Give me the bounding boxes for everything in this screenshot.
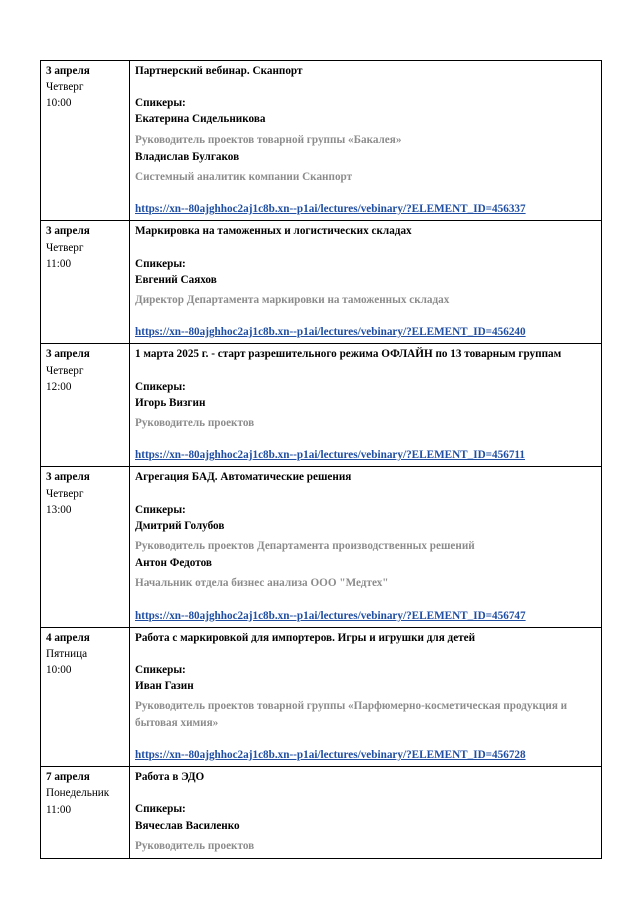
session-row (41, 467, 602, 627)
session-title: Работа с маркировкой для импортеров. Игры и игрушки для детей (135, 631, 476, 644)
speaker-name: Евгений Саяхов (135, 273, 217, 286)
session-date: 3 апреля (46, 471, 90, 484)
speakers-label: Спикеры: (135, 257, 186, 270)
speakers-label: Спикеры: (135, 380, 186, 393)
session-row (41, 61, 602, 221)
session-weekday: Понедельник (46, 787, 110, 800)
webinar-link[interactable]: https://xn--80ajghhoc2aj1c8b.xn--p1ai/lectures/vebinary/?ELEMENT_ID=456337 (135, 203, 526, 216)
session-datetime-cell (41, 344, 130, 467)
speaker-role: Руководитель проектов Департамента производственных решений (135, 540, 475, 553)
session-title: Агрегация БАД. Автоматические решения (135, 471, 352, 484)
webinar-link[interactable]: https://xn--80ajghhoc2aj1c8b.xn--p1ai/lectures/vebinary/?ELEMENT_ID=456711 (135, 449, 525, 462)
session-row (41, 344, 602, 467)
session-time: 11:00 (46, 803, 72, 816)
session-time: 13:00 (46, 503, 72, 516)
session-time: 11:00 (46, 257, 72, 270)
speaker-role: Начальник отдела бизнес анализа ООО "Медтех" (135, 577, 389, 590)
speakers-label: Спикеры: (135, 803, 186, 816)
session-time: 10:00 (46, 664, 72, 677)
session-details-cell (130, 221, 602, 344)
speaker-role: Руководитель проектов товарной группы «Бакалея» (135, 133, 402, 146)
speaker-name: Игорь Визгин (135, 396, 206, 409)
session-details-cell (130, 61, 602, 221)
session-title: 1 марта 2025 г. - старт разрешительного режима ОФЛАЙН по 13 товарным группам (135, 348, 562, 361)
session-datetime-cell (41, 467, 130, 627)
speaker-name: Вячеслав Василенко (135, 819, 240, 832)
speaker-role: Руководитель проектов (135, 417, 255, 430)
speakers-label: Спикеры: (135, 503, 186, 516)
session-details-cell (130, 467, 602, 627)
session-weekday: Четверг (46, 364, 84, 377)
session-date: 3 апреля (46, 348, 90, 361)
schedule-body (41, 61, 602, 859)
speaker-role: Директор Департамента маркировки на таможенных складах (135, 294, 450, 307)
speaker-role: Системный аналитик компании Сканпорт (135, 171, 353, 184)
speaker-name: Дмитрий Голубов (135, 519, 225, 532)
speaker-name: Владислав Булгаков (135, 150, 240, 163)
speakers-label: Спикеры: (135, 97, 186, 110)
session-row (41, 221, 602, 344)
session-datetime-cell (41, 61, 130, 221)
session-details-cell (130, 627, 602, 766)
session-weekday: Четверг (46, 81, 84, 94)
session-weekday: Четверг (46, 487, 84, 500)
speakers-label: Спикеры: (135, 664, 186, 677)
session-time: 10:00 (46, 97, 72, 110)
session-title: Работа в ЭДО (135, 771, 205, 784)
session-date: 4 апреля (46, 631, 90, 644)
session-row (41, 627, 602, 766)
session-details-cell (130, 344, 602, 467)
webinar-link[interactable]: https://xn--80ajghhoc2aj1c8b.xn--p1ai/lectures/vebinary/?ELEMENT_ID=456728 (135, 748, 526, 761)
schedule-table (40, 60, 602, 859)
session-time: 12:00 (46, 380, 72, 393)
webinar-link[interactable]: https://xn--80ajghhoc2aj1c8b.xn--p1ai/lectures/vebinary/?ELEMENT_ID=456240 (135, 326, 526, 339)
session-date: 7 апреля (46, 771, 90, 784)
session-datetime-cell (41, 767, 130, 859)
speaker-name: Иван Газин (135, 680, 194, 693)
session-date: 3 апреля (46, 225, 90, 238)
session-details-cell (130, 767, 602, 859)
speaker-role: Руководитель проектов товарной группы «Парфюмерно-косметическая продукция и бытовая химия» (135, 700, 568, 729)
speaker-name: Екатерина Сидельникова (135, 113, 266, 126)
session-datetime-cell (41, 221, 130, 344)
session-datetime-cell (41, 627, 130, 766)
session-date: 3 апреля (46, 65, 90, 77)
session-weekday: Четверг (46, 241, 84, 254)
speaker-name: Антон Федотов (135, 557, 212, 570)
session-weekday: Пятница (46, 648, 88, 661)
webinar-link[interactable]: https://xn--80ajghhoc2aj1c8b.xn--p1ai/lectures/vebinary/?ELEMENT_ID=456747 (135, 609, 526, 622)
session-title: Маркировка на таможенных и логистических складах (135, 225, 412, 238)
session-title: Партнерский вебинар. Сканпорт (135, 65, 303, 77)
speaker-role: Руководитель проектов (135, 839, 255, 852)
session-row (41, 767, 602, 859)
